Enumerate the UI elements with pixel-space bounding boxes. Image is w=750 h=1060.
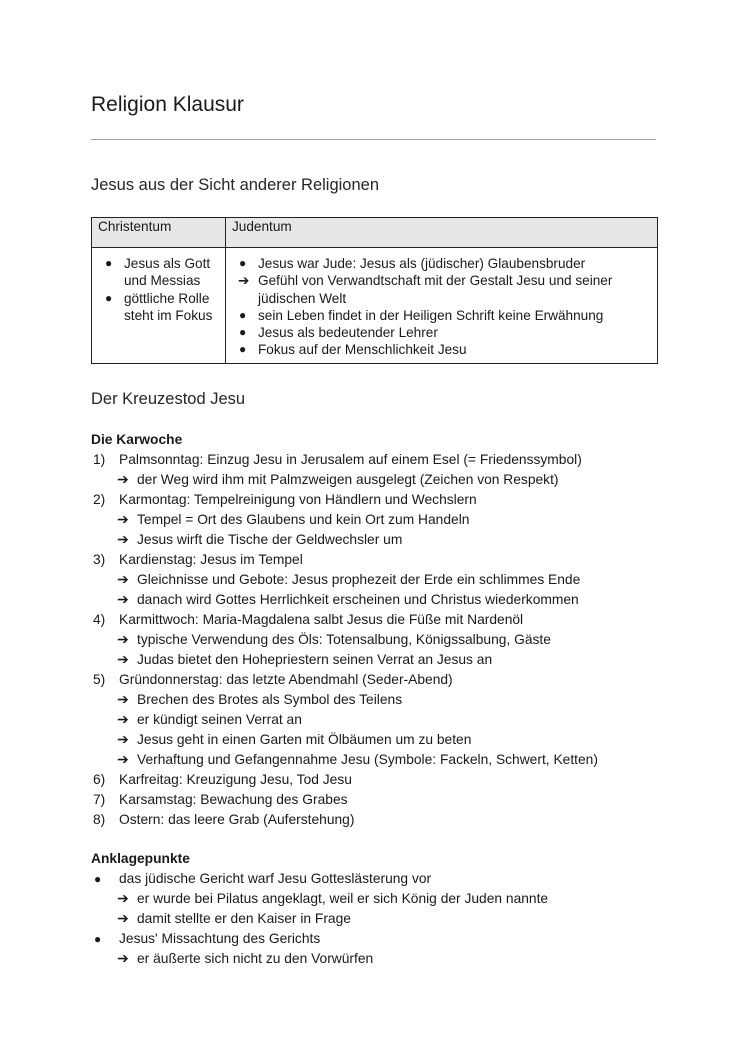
list-item-text: Karmittwoch: Maria-Magdalena salbt Jesus die Füße mit Nardenöl bbox=[119, 612, 524, 627]
sub-list-item bbox=[91, 710, 691, 730]
arrow-right-icon: ➔ bbox=[117, 472, 129, 487]
arrow-right-icon: ➔ bbox=[117, 911, 129, 926]
anklagepunkte-list bbox=[91, 869, 691, 969]
list-item-text: er äußerte sich nicht zu den Vorwürfen bbox=[137, 951, 374, 966]
list-item-text: Jesus geht in einen Garten mit Ölbäumen um zu beten bbox=[137, 732, 472, 747]
arrow-right-icon: ➔ bbox=[117, 692, 129, 707]
sub-list-item bbox=[91, 909, 691, 929]
sub-list-item bbox=[91, 530, 691, 550]
arrow-right-icon: ➔ bbox=[117, 592, 129, 607]
list-item bbox=[98, 290, 219, 325]
section-heading-religions: Jesus aus der Sicht anderer Religionen bbox=[91, 176, 380, 194]
bullet-icon: ● bbox=[239, 342, 247, 357]
list-item-text: Karsamstag: Bewachung des Grabes bbox=[119, 792, 348, 807]
list-item-text: Ostern: das leere Grab (Auferstehung) bbox=[119, 812, 355, 827]
bullet-icon: ● bbox=[239, 307, 247, 322]
list-number: 3) bbox=[93, 552, 106, 567]
list-item-text: Karmontag: Tempelreinigung von Händlern und Wechslern bbox=[119, 492, 477, 507]
list-item-text: Judas bietet den Hohepriestern seinen Verrat an Jesus an bbox=[137, 652, 493, 667]
bullet-icon: ● bbox=[105, 256, 113, 270]
subheading-karwoche: Die Karwoche bbox=[91, 432, 183, 447]
list-item-text: Verhaftung und Gefangennahme Jesu (Symbole: Fackeln, Schwert, Ketten) bbox=[137, 752, 598, 767]
arrow-right-icon: ➔ bbox=[117, 512, 129, 527]
arrow-right-icon: ➔ bbox=[117, 891, 129, 906]
list-item-text: er kündigt seinen Verrat an bbox=[137, 712, 302, 727]
bullet-icon: ● bbox=[239, 325, 247, 340]
arrow-right-icon: ➔ bbox=[117, 652, 129, 667]
arrow-right-icon: ➔ bbox=[117, 752, 129, 767]
sub-list-item bbox=[91, 650, 691, 670]
header-christentum: Christentum bbox=[92, 218, 226, 248]
list-item-text: Brechen des Brotes als Symbol des Teilens bbox=[137, 692, 403, 707]
header-judentum: Judentum bbox=[226, 218, 658, 248]
bullet-icon: ● bbox=[94, 872, 102, 886]
bullet-icon: ● bbox=[239, 256, 247, 270]
arrow-right-icon: ➔ bbox=[117, 572, 129, 587]
bullet-icon: ● bbox=[105, 290, 113, 305]
list-item-text: Tempel = Ort des Glaubens und kein Ort zum Handeln bbox=[137, 512, 470, 527]
sub-list-item bbox=[91, 730, 691, 750]
arrow-right-icon: ➔ bbox=[117, 732, 129, 747]
list-item bbox=[232, 255, 651, 272]
sub-list-item bbox=[91, 630, 691, 650]
list-number: 4) bbox=[93, 612, 106, 627]
list-number: 1) bbox=[93, 452, 106, 467]
list-number: 8) bbox=[93, 812, 106, 827]
list-item-text: Jesus wirft die Tische der Geldwechsler um bbox=[137, 532, 403, 547]
sub-list-item bbox=[91, 510, 691, 530]
page-title: Religion Klausur bbox=[91, 93, 244, 116]
list-item-text: danach wird Gottes Herrlichkeit erscheinen und Christus wiederkommen bbox=[137, 592, 579, 607]
list-item-text: Jesus war Jude: Jesus als (jüdischer) Glaubensbruder bbox=[258, 256, 586, 271]
arrow-right-icon: ➔ bbox=[117, 532, 129, 547]
list-item-text: Jesus' Missachtung des Gerichts bbox=[119, 931, 321, 946]
section-heading-kreuzestod: Der Kreuzestod Jesu bbox=[91, 390, 246, 408]
sub-list-item bbox=[91, 470, 691, 490]
list-item-text: Jesus als Gott und Messias bbox=[124, 256, 211, 289]
list-item bbox=[91, 550, 691, 570]
list-item-text: der Weg wird ihm mit Palmzweigen ausgelegt (Zeichen von Respekt) bbox=[137, 472, 559, 487]
list-item bbox=[91, 929, 691, 949]
sub-list-item bbox=[91, 750, 691, 770]
list-item bbox=[91, 790, 691, 810]
arrow-right-icon: ➔ bbox=[238, 273, 250, 289]
list-item-text: er wurde bei Pilatus angeklagt, weil er sich König der Juden nannte bbox=[137, 891, 549, 906]
list-item-text: Kardienstag: Jesus im Tempel bbox=[119, 552, 303, 567]
subheading-anklagepunkte: Anklagepunkte bbox=[91, 851, 190, 866]
sub-list-item bbox=[91, 690, 691, 710]
list-item-text: Palmsonntag: Einzug Jesu in Jerusalem auf einem Esel (= Friedenssymbol) bbox=[119, 452, 582, 467]
list-item-text: Gründonnerstag: das letzte Abendmahl (Seder-Abend) bbox=[119, 672, 453, 687]
list-item bbox=[91, 869, 691, 889]
sub-list-item bbox=[91, 889, 691, 909]
sub-list-item bbox=[91, 590, 691, 610]
arrow-right-icon: ➔ bbox=[117, 632, 129, 647]
list-item bbox=[232, 272, 651, 307]
kreuzestod-content bbox=[91, 430, 691, 969]
list-number: 7) bbox=[93, 792, 106, 807]
list-item-text: Fokus auf der Menschlichkeit Jesu bbox=[258, 342, 467, 358]
list-item bbox=[91, 810, 691, 830]
list-item-text: sein Leben findet in der Heiligen Schrift keine Erwähnung bbox=[258, 307, 604, 323]
list-item bbox=[98, 255, 219, 290]
list-number: 5) bbox=[93, 672, 106, 687]
list-item-text: Karfreitag: Kreuzigung Jesu, Tod Jesu bbox=[119, 772, 352, 787]
religions-table bbox=[91, 217, 658, 364]
cell-judentum bbox=[226, 248, 658, 364]
list-item bbox=[91, 770, 691, 790]
list-item bbox=[91, 610, 691, 630]
table-header-row bbox=[92, 218, 658, 248]
list-item bbox=[232, 307, 651, 324]
sub-list-item bbox=[91, 949, 691, 969]
arrow-right-icon: ➔ bbox=[117, 712, 129, 727]
list-item bbox=[232, 324, 651, 341]
list-item-text: Jesus als bedeutender Lehrer bbox=[258, 325, 438, 341]
list-item-text: Gefühl von Verwandtschaft mit der Gestalt Jesu und seiner jüdischen Welt bbox=[258, 273, 613, 306]
title-divider bbox=[91, 139, 656, 140]
list-number: 6) bbox=[93, 772, 106, 787]
list-item-text: das jüdische Gericht warf Jesu Gotteslästerung vor bbox=[119, 871, 432, 886]
list-item bbox=[91, 670, 691, 690]
cell-christentum bbox=[92, 248, 226, 364]
list-item bbox=[91, 490, 691, 510]
list-item-text: damit stellte er den Kaiser in Frage bbox=[137, 911, 351, 926]
arrow-right-icon: ➔ bbox=[117, 951, 129, 966]
list-item bbox=[91, 450, 691, 470]
list-item-text: typische Verwendung des Öls: Totensalbung, Königssalbung, Gäste bbox=[137, 632, 551, 647]
karwoche-list bbox=[91, 450, 691, 830]
list-number: 2) bbox=[93, 492, 106, 507]
list-item-text: göttliche Rolle steht im Fokus bbox=[124, 290, 213, 323]
table-row bbox=[92, 248, 658, 364]
bullet-icon: ● bbox=[94, 932, 102, 946]
list-item-text: Gleichnisse und Gebote: Jesus prophezeit der Erde ein schlimmes Ende bbox=[137, 572, 581, 587]
list-item bbox=[232, 341, 651, 358]
sub-list-item bbox=[91, 570, 691, 590]
